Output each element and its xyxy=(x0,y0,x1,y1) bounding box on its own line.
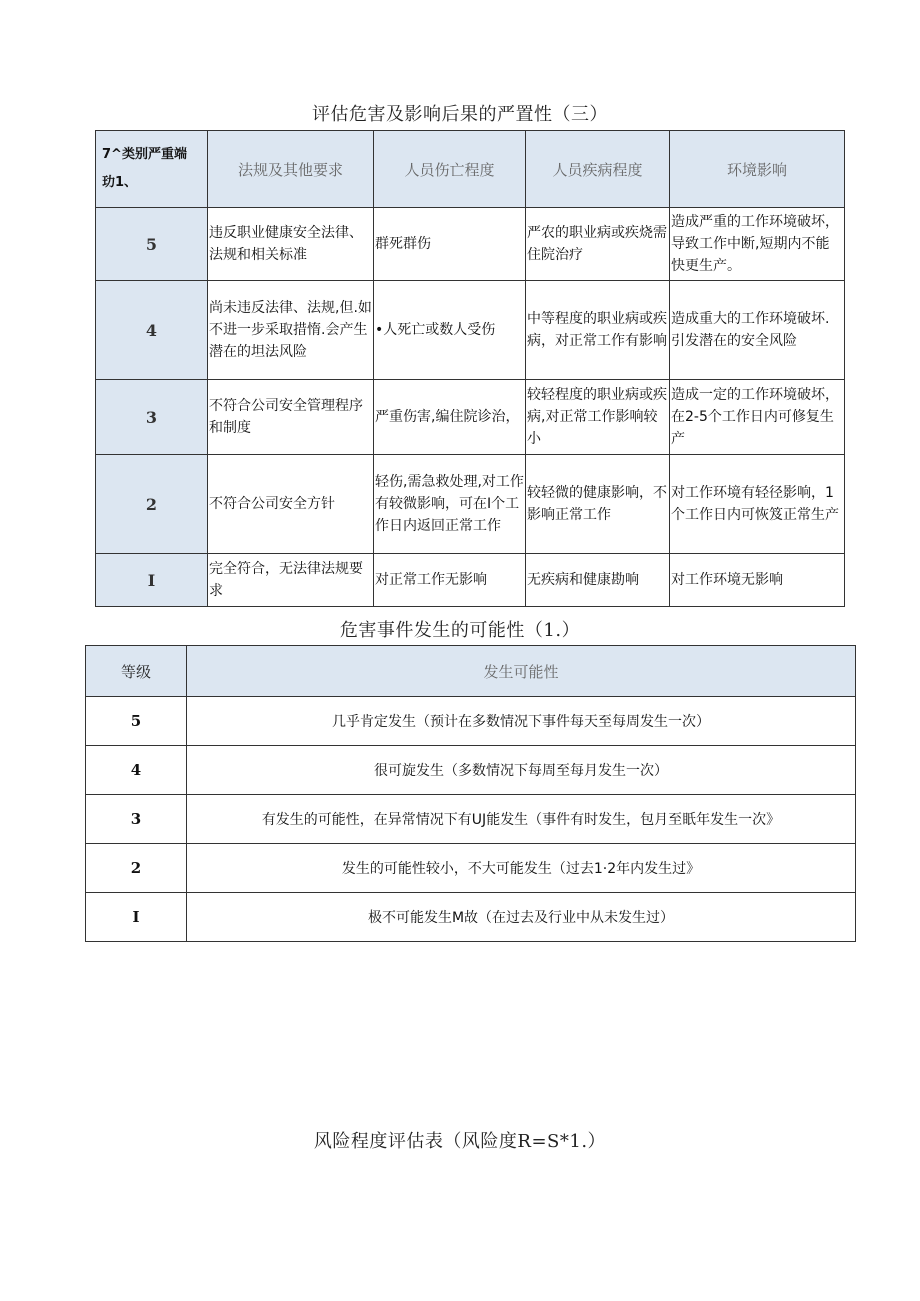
regulation-cell: 不符合公司安全管理程序和制度 xyxy=(208,380,374,455)
regulation-cell: 完全符合，无法律法规要求 xyxy=(208,554,374,607)
risk-table-title: 风险程度评估表（风险度R=S*1.） xyxy=(313,1131,607,1152)
corner-line-2: 玏1、 xyxy=(102,175,138,190)
disease-cell: 无疾病和健康勘响 xyxy=(526,554,670,607)
likelihood-description: 发生的可能性较小，不大可能发生（过去1·2年内发生过》 xyxy=(187,844,856,893)
likelihood-level: 5 xyxy=(86,697,187,746)
likelihood-row-2 xyxy=(86,844,856,893)
severity-level: 5 xyxy=(96,208,208,281)
likelihood-table-title: 危害事件发生的可能性（1.） xyxy=(339,620,581,641)
regulation-cell: 违反职业健康安全法律、法规和相关标准 xyxy=(208,208,374,281)
severity-level: 4 xyxy=(96,281,208,380)
likelihood-row-3 xyxy=(86,795,856,844)
header-environment: 环境影响 xyxy=(670,131,845,208)
severity-level: 3 xyxy=(96,380,208,455)
likelihood-level: 2 xyxy=(86,844,187,893)
likelihood-table xyxy=(85,645,856,942)
likelihood-level: 3 xyxy=(86,795,187,844)
likelihood-header-row xyxy=(86,646,856,697)
header-injury: 人员伤亡程度 xyxy=(374,131,526,208)
environment-cell: 对工作环境有轻径影响，1个工作日内可恢笈正常生产 xyxy=(670,455,845,554)
disease-cell: 严农的职业病或疾烧需住院治疗 xyxy=(526,208,670,281)
regulation-cell: 尚未违反法律、法规,但.如不进一步采取措惰.会产生潜在的坦法风险 xyxy=(208,281,374,380)
environment-cell: 造成一定的工作环境破坏，在2-5个工作日内可修复生产 xyxy=(670,380,845,455)
injury-cell: •人死亡或数人受伤 xyxy=(374,281,526,380)
likelihood-description: 有发生的可能性，在异常情况下有UJ能发生（事件有时发生，包月至眂年发生一次》 xyxy=(187,795,856,844)
severity-row-3 xyxy=(96,380,845,455)
disease-cell: 较轻程度的职业病或疾病,对正常工作影响较小 xyxy=(526,380,670,455)
severity-row-4 xyxy=(96,281,845,380)
disease-cell: 中等程度的职业病或疾病，对正常工作有影响 xyxy=(526,281,670,380)
environment-cell: 造成严重的工作环境破坏，导致工作中断,短期内不能快更生产。 xyxy=(670,208,845,281)
environment-cell: 对工作环境无影响 xyxy=(670,554,845,607)
likelihood-description: 几乎肯定发生（预计在多数情况下事件每天至每周发生一次） xyxy=(187,697,856,746)
likelihood-row-4 xyxy=(86,746,856,795)
severity-row-1 xyxy=(96,554,845,607)
likelihood-description: 很可旋发生（多数情况下每周至每月发生一次） xyxy=(187,746,856,795)
severity-corner-header xyxy=(96,131,208,208)
likelihood-level: I xyxy=(86,893,187,942)
injury-cell: 轻伤,需急救处理,对工作有较微影响，可在I个工作日内返回正常工作 xyxy=(374,455,526,554)
severity-table xyxy=(95,130,845,607)
header-regulations: 法规及其他要求 xyxy=(208,131,374,208)
severity-level: I xyxy=(96,554,208,607)
environment-cell: 造成重大的工作环境破坏.引发潜在的安全风险 xyxy=(670,281,845,380)
regulation-cell: 不符合公司安全方针 xyxy=(208,455,374,554)
likelihood-description: 极不可能发生M故（在过去及行业中从未发生过） xyxy=(187,893,856,942)
header-disease: 人员疾病程度 xyxy=(526,131,670,208)
severity-header-row xyxy=(96,131,845,208)
disease-cell: 较轻微的健康影响，不影响正常工作 xyxy=(526,455,670,554)
injury-cell: 严重伤害,编住院诊治， xyxy=(374,380,526,455)
severity-level: 2 xyxy=(96,455,208,554)
corner-line-1: 7^类别严重端 xyxy=(102,147,187,162)
header-level: 等级 xyxy=(86,646,187,697)
injury-cell: 群死群伤 xyxy=(374,208,526,281)
likelihood-row-1 xyxy=(86,893,856,942)
severity-row-2 xyxy=(96,455,845,554)
severity-table-title: 评估危害及影响后果的严置性（三） xyxy=(312,104,608,125)
header-likelihood: 发生可能性 xyxy=(187,646,856,697)
likelihood-level: 4 xyxy=(86,746,187,795)
injury-cell: 对正常工作无影响 xyxy=(374,554,526,607)
severity-row-5 xyxy=(96,208,845,281)
likelihood-row-5 xyxy=(86,697,856,746)
